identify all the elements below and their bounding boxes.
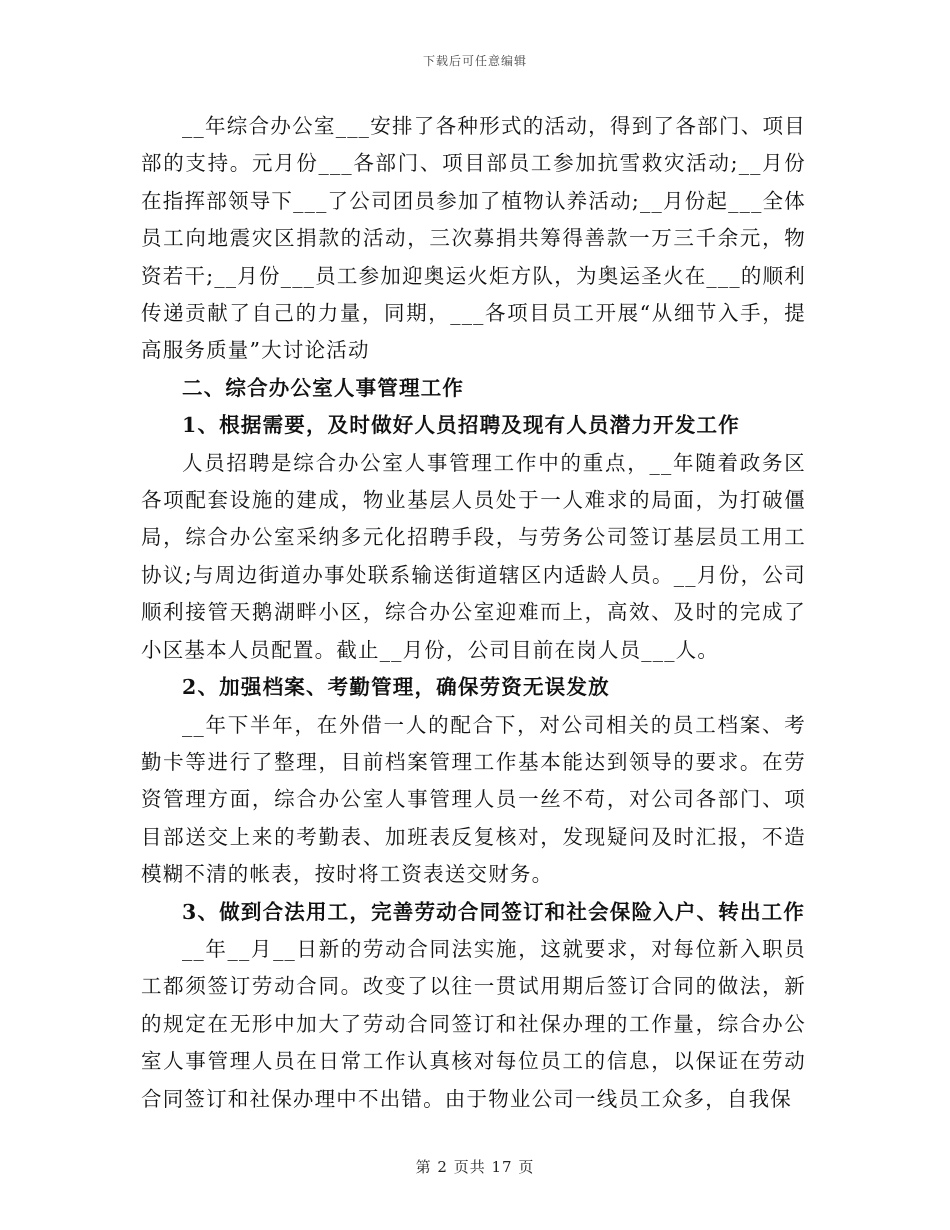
page-header: 下载后可任意编辑 — [422, 54, 527, 68]
paragraph-activities: __年综合办公室___安排了各种形式的活动，得到了各部门、项目部的支持。元月份___各部门、项目部员工参加抗雪救灾活动;__月份在指挥部领导下___了公司团员参加了植物认养活动;__月份起___全体员工向地震灾区捐款的活动，三次募捐共筹得善款一万三千余元，物资若干;__月份___员工参加迎奥运火炬方队，为奥运圣火在___的顺利传递贡献了自己的力量，同期，___各项目员工开展“从细节入手，提高服务质量”大讨论活动 — [141, 114, 806, 363]
paragraph-labor-contract: __年__月__日新的劳动合同法实施，这就要求，对每位新入职员工都须签订劳动合同。改变了以往一贯试用期后签订合同的做法，新的规定在无形中加大了劳动合同签订和社保办理的工作量，综合办公室人事管理人员在日常工作认真核对每位员工的信息，以保证在劳动合同签订和社保办理中不出错。由于物业公司一线员工众多，自我保 — [141, 936, 806, 1111]
paragraph-attendance: __年下半年，在外借一人的配合下，对公司相关的员工档案、考勤卡等进行了整理，目前档案管理工作基本能达到领导的要求。在劳资管理方面，综合办公室人事管理人员一丝不苟，对公司各部门、项目部送交上来的考勤表、加班表反复核对，发现疑问及时汇报，不造模糊不清的帐表，按时将工资表送交财务。 — [141, 712, 806, 887]
page-footer: 第 2 页共 17 页 — [415, 1158, 535, 1176]
document-body — [141, 108, 806, 1118]
subheading-attendance: 2、加强档案、考勤管理，确保劳资无误发放 — [182, 675, 610, 700]
subheading-recruitment: 1、根据需要，及时做好人员招聘及现有人员潜力开发工作 — [182, 413, 740, 438]
subheading-labor-contract: 3、做到合法用工，完善劳动合同签订和社会保险入户、转出工作 — [182, 899, 806, 924]
section-heading-hr: 二、综合办公室人事管理工作 — [182, 375, 465, 400]
paragraph-recruitment: 人员招聘是综合办公室人事管理工作中的重点，__年随着政务区各项配套设施的建成，物业基层人员处于一人难求的局面，为打破僵局，综合办公室采纳多元化招聘手段，与劳务公司签订基层员工用工协议;与周边街道办事处联系输送街道辖区内适龄人员。__月份，公司顺利接管天鹅湖畔小区，综合办公室迎难而上，高效、及时的完成了小区基本人员配置。截止__月份，公司目前在岗人员___人。 — [141, 450, 806, 662]
